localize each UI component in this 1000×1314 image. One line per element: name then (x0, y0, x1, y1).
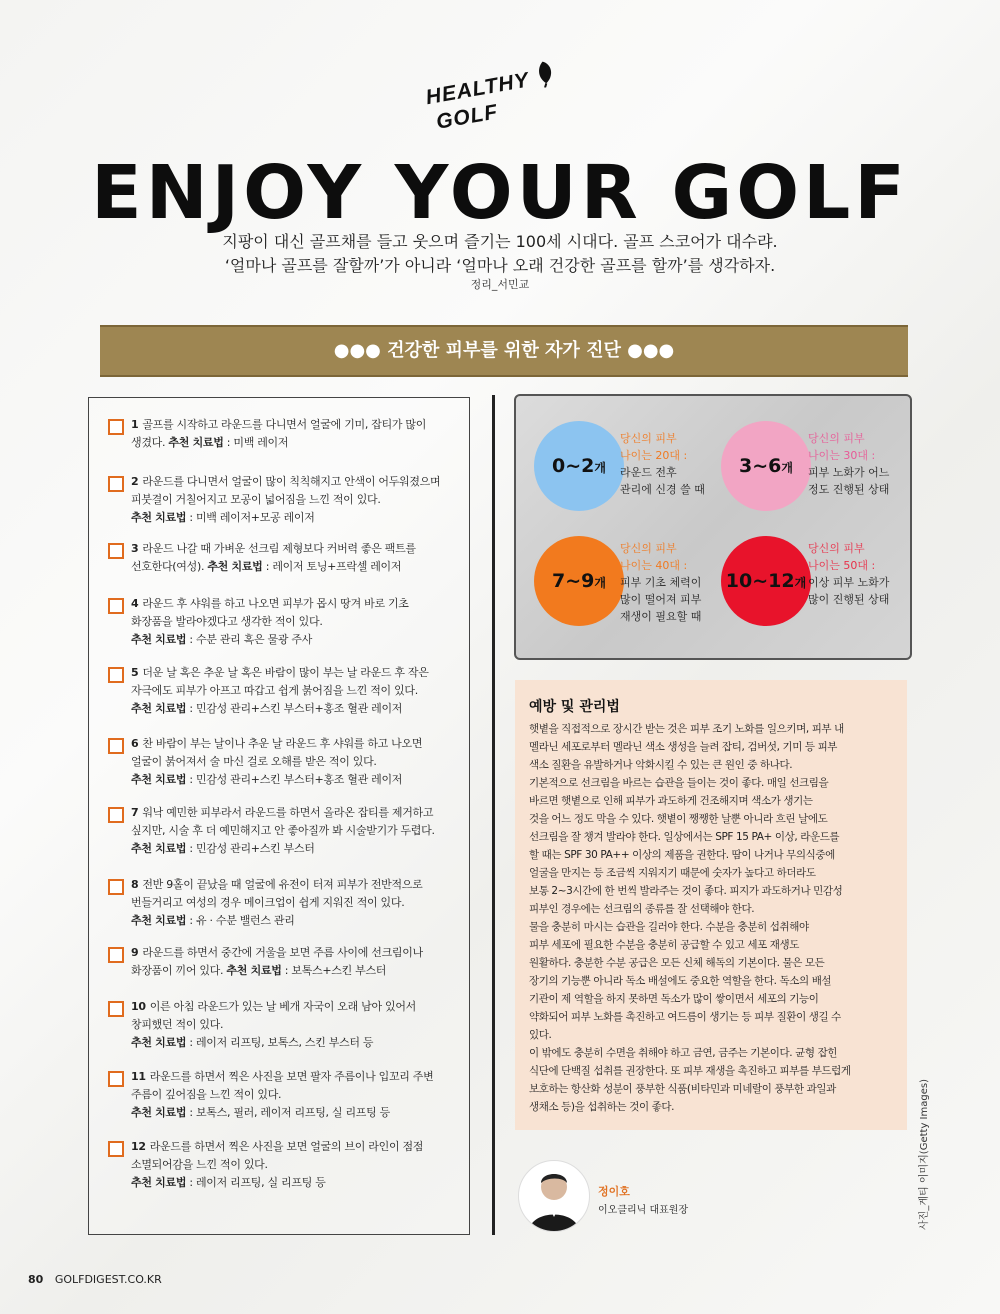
item-number: 1 (131, 418, 139, 431)
prevention-body (529, 720, 899, 1116)
item-question: 주름이 깊어짐을 느낀 적이 있다. (131, 1088, 282, 1101)
prevention-line: 얼굴을 만지는 등 조금씩 지워지기 때문에 숫자가 높다고 하더라도 (529, 867, 816, 879)
recommend-value: : 보톡스, 필러, 레이저 리프팅, 실 리프팅 등 (186, 1106, 390, 1119)
checklist-line (131, 735, 461, 753)
score-unit: 개 (594, 576, 606, 590)
checklist-line (131, 491, 461, 509)
lead-text (0, 230, 1000, 278)
recommend-label: 추천 치료법 (131, 1106, 187, 1119)
prevention-line: 보호하는 항산화 성분이 풍부한 식품(비타민과 미네랄이 풍부한 과일과 (529, 1083, 836, 1095)
prevention-line: 피부인 경우에는 선크림의 종류를 잘 선택해야 한다. (529, 903, 755, 915)
recommend-value: : 민감성 관리+스킨 부스터+홍조 혈관 레이저 (186, 773, 403, 786)
checkbox[interactable] (108, 476, 124, 492)
checklist-item-text (131, 804, 461, 858)
leaf-icon (531, 58, 558, 89)
recommend-value: : 레이저 리프팅, 보톡스, 스킨 부스터 등 (186, 1036, 374, 1049)
item-question: 소멸되어감을 느낀 적이 있다. (131, 1158, 268, 1171)
page-footer (28, 1273, 162, 1286)
recommend-line (131, 509, 461, 527)
score-range-circle (534, 536, 624, 626)
kicker-healthy: HEALTHY (424, 68, 532, 110)
checklist-item-text (131, 595, 461, 649)
recommend-label: 추천 치료법 (131, 773, 187, 786)
skin-age-heading: 당신의 피부 (620, 542, 677, 555)
recommend-value: : 민감성 관리+스킨 부스터+홍조 혈관 레이저 (186, 702, 403, 715)
score-range: 3~6 (739, 455, 782, 477)
checklist-line (131, 1086, 461, 1104)
checklist-item-text (131, 416, 461, 452)
recommend-line (131, 1174, 461, 1192)
item-question: 라운드 나갈 때 가벼운 선크림 제형보다 커버력 좋은 팩트를 (142, 542, 416, 555)
recommend-label: 추천 치료법 (131, 1036, 187, 1049)
prevention-line: 식단에 단백질 섭취를 권장한다. 또 피부 재생을 촉진하고 피부를 부드럽게 (529, 1065, 851, 1077)
doctor-title: 이오클리닉 대표원장 (598, 1205, 689, 1216)
recommend-value: : 레이저 토닝+프락셀 레이저 (262, 560, 402, 573)
prevention-line: 피부 세포에 필요한 수분을 충분히 공급할 수 있고 세포 재생도 (529, 939, 800, 951)
item-number: 6 (131, 737, 139, 750)
prevention-line: 원활하다. 충분한 수분 공급은 모든 신체 해독의 기본이다. 물은 모든 (529, 957, 825, 969)
skin-age-text: 정도 진행된 상태 (808, 483, 890, 496)
results-box (514, 394, 912, 660)
checklist-line (131, 753, 461, 771)
checklist-line (131, 682, 461, 700)
item-question: 더운 날 혹은 추운 날 혹은 바람이 많이 부는 날 라운드 후 작은 (142, 666, 429, 679)
byline: 정리_서민교 (470, 278, 530, 291)
item-question: 얼굴이 붉어져서 술 마신 걸로 오해를 받은 적이 있다. (131, 755, 377, 768)
checklist-line (131, 944, 461, 962)
checklist-line (131, 876, 461, 894)
checklist-item-text (131, 944, 461, 980)
lead-line: 지팡이 대신 골프채를 들고 웃으며 즐기는 100세 시대다. 골프 스코어가 대수랴. (222, 232, 778, 251)
score-range: 7~9 (552, 570, 595, 592)
prevention-line: 할 때는 SPF 30 PA++ 이상의 제품을 권한다. 땀이 나거나 무의식중에 (529, 849, 835, 861)
item-number: 11 (131, 1070, 146, 1083)
prevention-line: 기관이 제 역할을 하지 못하면 독소가 많이 쌓이면서 세포의 기능이 (529, 993, 819, 1005)
score-unit: 개 (781, 461, 793, 475)
skin-age-text: 피부 노화가 어느 (808, 466, 890, 479)
checkbox[interactable] (108, 543, 124, 559)
score-unit: 개 (794, 576, 807, 590)
item-number: 12 (131, 1140, 146, 1153)
prevention-line: 생채소 등)을 섭취하는 것이 좋다. (529, 1101, 675, 1113)
recommend-label: 추천 치료법 (226, 964, 282, 977)
lead-line: ‘얼마나 골프를 잘할까’가 아니라 ‘얼마나 오래 건강한 골프를 할까’를 생각하자. (224, 256, 776, 275)
checklist-item-text (131, 998, 461, 1052)
doctor-avatar (518, 1160, 590, 1232)
item-question: 전반 9홀이 끝났을 때 얼굴에 유전이 터져 피부가 전반적으로 (142, 878, 423, 891)
score-range: 0~2 (552, 455, 595, 477)
recommend-label: 추천 치료법 (131, 914, 187, 927)
score-unit: 개 (594, 461, 606, 475)
score-range-circle (721, 536, 811, 626)
skin-age-description (808, 540, 889, 608)
site-name: GOLFDIGEST.CO.KR (54, 1273, 162, 1286)
prevention-line: 이 밖에도 충분히 수면을 취해야 하고 금연, 금주는 기본이다. 균형 잡힌 (529, 1047, 838, 1059)
banner-title: ●●● 건강한 피부를 위한 자가 진단 ●●● (333, 340, 675, 361)
checkbox[interactable] (108, 598, 124, 614)
skin-age-heading: 당신의 피부 (808, 542, 865, 555)
skin-age-text: 많이 떨어져 피부 (620, 593, 702, 606)
recommend-value: : 레이저 리프팅, 실 리프팅 등 (186, 1176, 326, 1189)
prevention-heading: 예방 및 관리법 (529, 699, 620, 715)
recommend-label: 추천 치료법 (131, 702, 187, 715)
recommend-label: 추천 치료법 (131, 842, 187, 855)
recommend-label: 추천 치료법 (207, 560, 263, 573)
skin-age-heading: 당신의 피부 (620, 432, 677, 445)
item-question: 싶지만, 시술 후 더 예민해지고 안 좋아질까 봐 시술받기가 두렵다. (131, 824, 435, 837)
checkbox[interactable] (108, 947, 124, 963)
checklist-item-text (131, 540, 461, 576)
checklist-line (131, 998, 461, 1016)
section-banner (100, 325, 908, 377)
prevention-line: 약화되어 피부 노화를 촉진하고 여드름이 생기는 등 피부 질환이 생길 수 (529, 1011, 841, 1023)
skin-age-text: 많이 진행된 상태 (808, 593, 890, 606)
prevention-line: 멜라닌 세포로부터 멜라닌 색소 생성을 늘려 잡티, 검버섯, 기미 등 피부 (529, 741, 838, 753)
prevention-line: 것을 어느 정도 막을 수 있다. 햇볕이 쨍쨍한 날뿐 아니라 흐린 날에도 (529, 813, 828, 825)
item-number: 8 (131, 878, 139, 891)
prevention-line: 있다. (529, 1029, 552, 1041)
item-number: 4 (131, 597, 139, 610)
checklist-line (131, 894, 461, 912)
item-question: 찬 바람이 부는 날이나 추운 날 라운드 후 샤워를 하고 나오면 (142, 737, 423, 750)
recommend-line (131, 700, 461, 718)
item-question: 화장품을 발라야겠다고 생각한 적이 있다. (131, 615, 323, 628)
checklist-line (131, 804, 461, 822)
item-question: 선호한다(여성). (131, 560, 205, 573)
checklist-line (131, 822, 461, 840)
column-divider (492, 395, 495, 1235)
recommend-line (131, 912, 461, 930)
item-number: 9 (131, 946, 139, 959)
checklist-item-text (131, 664, 461, 718)
checklist-item-text (131, 876, 461, 930)
item-question: 라운드 후 샤워를 하고 나오면 피부가 몹시 땅겨 바로 기초 (142, 597, 409, 610)
self-check-list (88, 397, 470, 1235)
recommend-label: 추천 치료법 (131, 1176, 187, 1189)
prevention-line: 햇볕을 직접적으로 장시간 받는 것은 피부 조기 노화를 일으키며, 피부 내 (529, 723, 844, 735)
recommend-label: 추천 치료법 (131, 511, 187, 524)
checklist-line (131, 664, 461, 682)
item-question: 자극에도 피부가 아프고 따갑고 쉽게 붉어짐을 느낀 적이 있다. (131, 684, 418, 697)
skin-age-heading: 나이는 20대 : (620, 449, 688, 462)
kicker-golf: GOLF (434, 100, 500, 134)
item-number: 10 (131, 1000, 146, 1013)
item-number: 5 (131, 666, 139, 679)
checklist-line (131, 1156, 461, 1174)
skin-age-description (808, 430, 889, 498)
recommend-label: 추천 치료법 (131, 633, 187, 646)
skin-age-text: 관리에 신경 쓸 때 (620, 483, 705, 496)
recommend-value: : 미백 레이저+모공 레이저 (186, 511, 315, 524)
item-question: 피붓결이 거칠어지고 모공이 넓어짐을 느낀 적이 있다. (131, 493, 381, 506)
checklist-line (131, 540, 461, 558)
checklist-line (131, 1138, 461, 1156)
item-question: 이른 아침 라운드가 있는 날 베개 자국이 오래 남아 있어서 (149, 1000, 416, 1013)
recommend-value: : 미백 레이저 (223, 436, 289, 449)
prevention-line: 기본적으로 선크림을 바르는 습관을 들이는 것이 좋다. 매일 선크림을 (529, 777, 829, 789)
item-question: 골프를 시작하고 라운드를 다니면서 얼굴에 기미, 잡티가 많이 (142, 418, 427, 431)
checklist-line (131, 434, 461, 452)
checkbox[interactable] (108, 807, 124, 823)
recommend-line (131, 631, 461, 649)
recommend-value: : 보톡스+스킨 부스터 (281, 964, 387, 977)
skin-age-text: 라운드 전후 (620, 466, 677, 479)
photo-credit: 사진_게티 이미지(Getty Images) (919, 1079, 930, 1230)
item-number: 2 (131, 475, 139, 488)
recommend-line (131, 840, 461, 858)
checkbox[interactable] (108, 1001, 124, 1017)
item-question: 라운드를 하면서 찍은 사진을 보면 팔자 주름이나 입꼬리 주변 (149, 1070, 434, 1083)
prevention-line: 색소 질환을 유발하거나 악화시킬 수 있는 큰 원인 중 하나다. (529, 759, 793, 771)
item-number: 7 (131, 806, 139, 819)
checklist-line (131, 473, 461, 491)
checklist-item-text (131, 1068, 461, 1122)
person-icon (519, 1161, 589, 1231)
checklist-item-text (131, 473, 461, 527)
checklist-line (131, 595, 461, 613)
skin-age-description (620, 430, 705, 498)
item-question: 워낙 예민한 피부라서 라운드를 하면서 올라온 잡티를 제거하고 (142, 806, 434, 819)
item-question: 화장품이 끼어 있다. (131, 964, 224, 977)
checklist-line (131, 1016, 461, 1034)
checklist-item-text (131, 1138, 461, 1192)
recommend-value: : 민감성 관리+스킨 부스터 (186, 842, 315, 855)
prevention-line: 장기의 기능뿐 아니라 독소 배설에도 중요한 역할을 한다. 독소의 배설 (529, 975, 832, 987)
item-number: 3 (131, 542, 139, 555)
item-question: 라운드를 하면서 중간에 거울을 보면 주름 사이에 선크림이나 (142, 946, 423, 959)
checkbox[interactable] (108, 879, 124, 895)
recommend-line (131, 1104, 461, 1122)
prevention-line: 물을 충분히 마시는 습관을 길러야 한다. 수분을 충분히 섭취해야 (529, 921, 809, 933)
skin-age-heading: 당신의 피부 (808, 432, 865, 445)
recommend-value: : 유 · 수분 밸런스 관리 (186, 914, 295, 927)
skin-age-heading: 나이는 30대 : (808, 449, 876, 462)
item-question: 생겼다. (131, 436, 166, 449)
skin-age-text: 재생이 필요할 때 (620, 610, 702, 623)
recommend-line (131, 1034, 461, 1052)
section-kicker (423, 56, 573, 149)
item-question: 번들거리고 여성의 경우 메이크업이 쉽게 지워진 적이 있다. (131, 896, 405, 909)
recommend-label: 추천 치료법 (168, 436, 224, 449)
checklist-line (131, 558, 461, 576)
page-number: 80 (28, 1273, 44, 1286)
score-range-circle (534, 421, 624, 511)
checkbox[interactable] (108, 1141, 124, 1157)
checkbox[interactable] (108, 419, 124, 435)
checklist-item-text (131, 735, 461, 789)
skin-age-text: 이상 피부 노화가 (808, 576, 890, 589)
item-question: 창피했던 적이 있다. (131, 1018, 224, 1031)
checklist-line (131, 1068, 461, 1086)
skin-age-heading: 나이는 40대 : (620, 559, 688, 572)
checklist-line (131, 416, 461, 434)
checklist-line (131, 962, 461, 980)
skin-age-description (620, 540, 701, 625)
checklist-line (131, 613, 461, 631)
skin-age-text: 피부 기초 체력이 (620, 576, 702, 589)
checkbox[interactable] (108, 738, 124, 754)
doctor-name: 정이호 (598, 1185, 630, 1198)
skin-age-heading: 나이는 50대 : (808, 559, 876, 572)
prevention-line: 바르면 햇볕으로 인해 피부가 과도하게 건조해지며 색소가 생기는 (529, 795, 813, 807)
item-question: 라운드를 하면서 찍은 사진을 보면 얼굴의 브이 라인이 점점 (149, 1140, 424, 1153)
page-title: ENJOY YOUR GOLF (91, 150, 909, 236)
score-range-circle (721, 421, 811, 511)
recommend-line (131, 771, 461, 789)
checkbox[interactable] (108, 1071, 124, 1087)
recommend-value: : 수분 관리 혹은 물광 주사 (186, 633, 313, 646)
prevention-line: 보통 2~3시간에 한 번씩 발라주는 것이 좋다. 피지가 과도하거나 민감성 (529, 885, 843, 897)
score-range: 10~12 (725, 570, 795, 592)
checkbox[interactable] (108, 667, 124, 683)
prevention-line: 선크림을 잘 챙겨 발라야 한다. 일상에서는 SPF 15 PA+ 이상, 라운드를 (529, 831, 840, 843)
prevention-box (515, 680, 907, 1130)
item-question: 라운드를 다니면서 얼굴이 많이 칙칙해지고 안색이 어두워졌으며 (142, 475, 441, 488)
